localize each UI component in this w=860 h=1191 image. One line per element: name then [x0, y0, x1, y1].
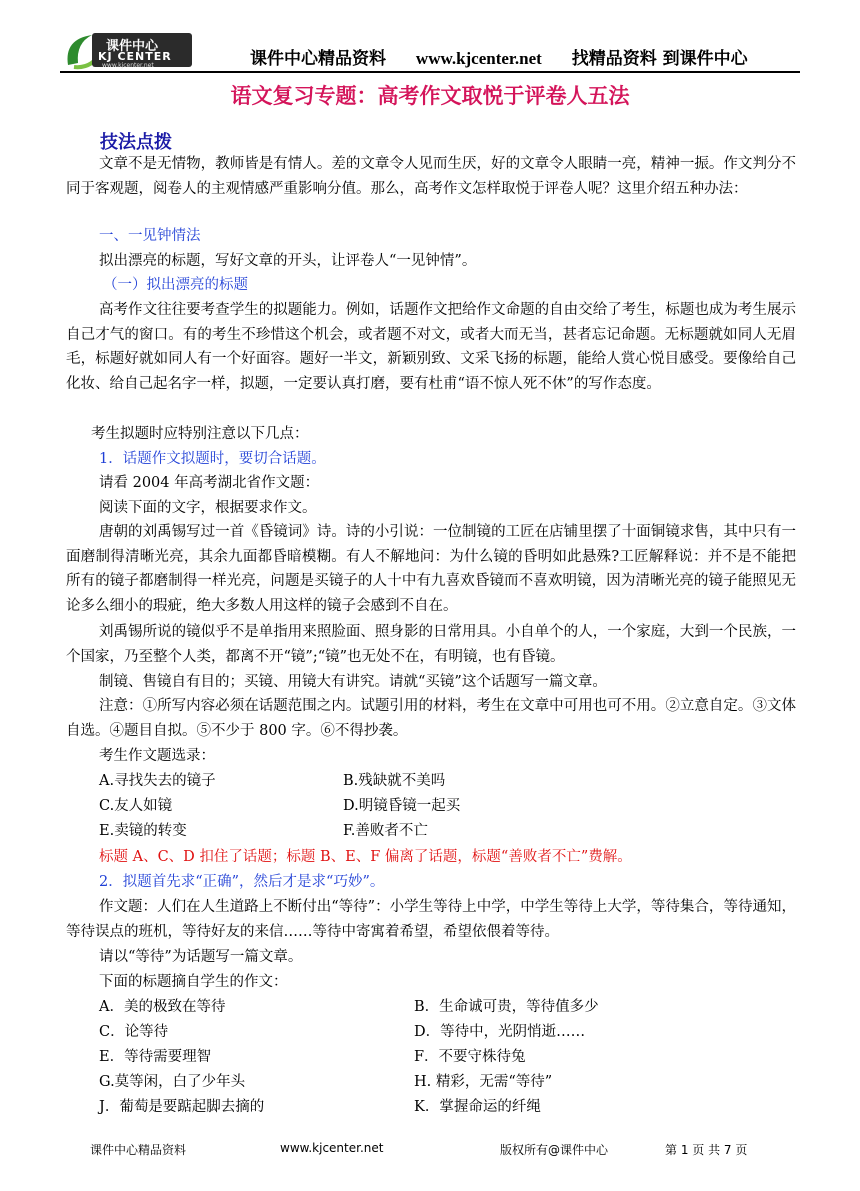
logo-text: 课件中心	[106, 39, 159, 54]
header-bar	[250, 44, 772, 69]
title-option: E．等待需要理智	[99, 1049, 212, 1065]
title-option: F．不要守株待兔	[414, 1049, 526, 1065]
title-option: C.友人如镜	[99, 798, 173, 814]
title-option: A.寻找失去的镜子	[99, 773, 216, 789]
subsection-1-heading: （一）拟出漂亮的标题	[103, 277, 248, 293]
header-left: 课件中心精品资料	[250, 49, 386, 69]
page-title: 语文复习专题：高考作文取悦于评卷人五法	[230, 84, 630, 108]
title-option: D.明镜昏镜一起买	[343, 798, 461, 814]
title-option: B.残缺就不美吗	[343, 773, 446, 789]
point-1-select: 考生作文题选录：	[99, 748, 215, 764]
point-1-story-1: 唐朝的刘禹锡写过一首《昏镜词》诗。诗的小引说：一位制镜的工匠在店铺里摆了十面铜镜求售，其中只有一面磨制得清晰光亮，其余九面都昏暗模糊。有人不解地问：为什么镜的昏明如此悬殊?工匠解释说：并不是不能把所有的镜子都磨制得一样光亮，问题是买镜子的人十中有九喜欢昏镜而不喜欢明镜，因为清晰光亮的镜子能照见无论多么细小的瑕疵，绝大多数人用这样的镜子会感到不自在。	[66, 524, 796, 614]
title-option: K．掌握命运的纤绳	[414, 1099, 541, 1115]
method-1-heading: 一、一见钟情法	[99, 228, 201, 244]
point-1-story-2: 刘禹锡所说的镜似乎不是单指用来照脸面、照身影的日常用具。小自单个的人，一个家庭，大到一个民族，一个国家，乃至整个人类，都离不开“镜”;“镜”也无处不在，有明镜，也有昏镜。	[66, 624, 796, 665]
intro-paragraph: 文章不是无情物，教师皆是有情人。差的文章令人见而生厌，好的文章令人眼睛一亮，精神一振。作文判分不同于客观题，阅卷人的主观情感严重影响分值。那么，高考作文怎样取悦于评卷人呢？这里介绍五种办法：	[66, 156, 796, 197]
title-option: D．等待中，光阴悄逝……	[414, 1024, 586, 1040]
footer-copyright: 版权所有@课件中心	[500, 1143, 609, 1157]
title-option: A．美的极致在等待	[99, 999, 226, 1015]
header-divider	[60, 71, 800, 73]
point-2-requirement: 请以“等待”为话题写一篇文章。	[99, 949, 303, 965]
logo-sub: KJ CENTER	[98, 50, 172, 63]
logo	[62, 29, 200, 73]
footer-left: 课件中心精品资料	[90, 1143, 187, 1157]
header-url[interactable]: www.kjcenter.net	[415, 49, 542, 68]
point-1-note: 注意：①所写内容必须在话题范围之内。试题引用的材料，考生在文章中可用也可不用。②立意自定。③文体自选。④题目自拟。⑤不少于 800 字。⑥不得抄袭。	[66, 698, 796, 739]
point-1-read: 阅读下面的文字，根据要求作文。	[99, 500, 317, 516]
attention-text: 考生拟题时应特别注意以下几点：	[91, 426, 309, 442]
point-1-comment: 标题 A、C、D 扣住了话题；标题 B、E、F 偏离了话题，标题“善败者不亡”费解。	[99, 849, 632, 865]
title-option: C．论等待	[99, 1024, 169, 1040]
logo-url: www.kjcenter.net	[102, 62, 154, 69]
footer-url[interactable]: www.kjcenter.net	[280, 1141, 384, 1155]
title-option: B．生命诚可贵，等待值多少	[414, 999, 599, 1015]
point-2-task: 作文题：人们在人生道路上不断付出“等待”：小学生等待上中学，中学生等待上大学，等待集合，等待通知，等待误点的班机，等待好友的来信……等待中寄寓着希望，希望依偎着等待。	[66, 899, 796, 940]
title-option: F.善败者不亡	[343, 823, 428, 839]
title-option: E.卖镜的转变	[99, 823, 187, 839]
subsection-1-text: 高考作文往往要考查学生的拟题能力。例如，话题作文把给作文命题的自由交给了考生，标题也成为考生展示自己才气的窗口。有的考生不珍惜这个机会，或者题不对文，或者大而无当，甚者忘记命题。无标题就如同人无眉毛，标题好就如同人有一个好面容。题好一半文，新颖别致、文采飞扬的标题，能给人赏心悦目感受。要像给自己化妆、给自己起名字一样，拟题，一定要认真打磨，要有杜甫“语不惊人死不休”的写作态度。	[66, 302, 796, 392]
point-1-story-3: 制镜、售镜自有目的；买镜、用镜大有讲究。请就“买镜”这个话题写一篇文章。	[99, 674, 607, 690]
section-heading: 技法点拨	[100, 132, 172, 153]
point-1-intro: 请看 2004 年高考湖北省作文题：	[99, 475, 320, 491]
method-1-desc: 拟出漂亮的标题，写好文章的开头，让评卷人“一见钟情”。	[99, 253, 477, 269]
point-2-heading: 2．拟题首先求“正确”，然后才是求“巧妙”。	[99, 874, 385, 890]
title-option: J．葡萄是要踮起脚去摘的	[99, 1099, 265, 1115]
title-option: H. 精彩，无需“等待”	[414, 1074, 553, 1090]
point-1-heading: 1．话题作文拟题时，要切合话题。	[99, 451, 326, 467]
footer-page: 第 1 页 共 7 页	[665, 1143, 748, 1157]
point-2-list-intro: 下面的标题摘自学生的作文：	[99, 974, 288, 990]
title-option: G.莫等闲，白了少年头	[99, 1074, 246, 1090]
header-right: 找精品资料 到课件中心	[571, 49, 748, 69]
